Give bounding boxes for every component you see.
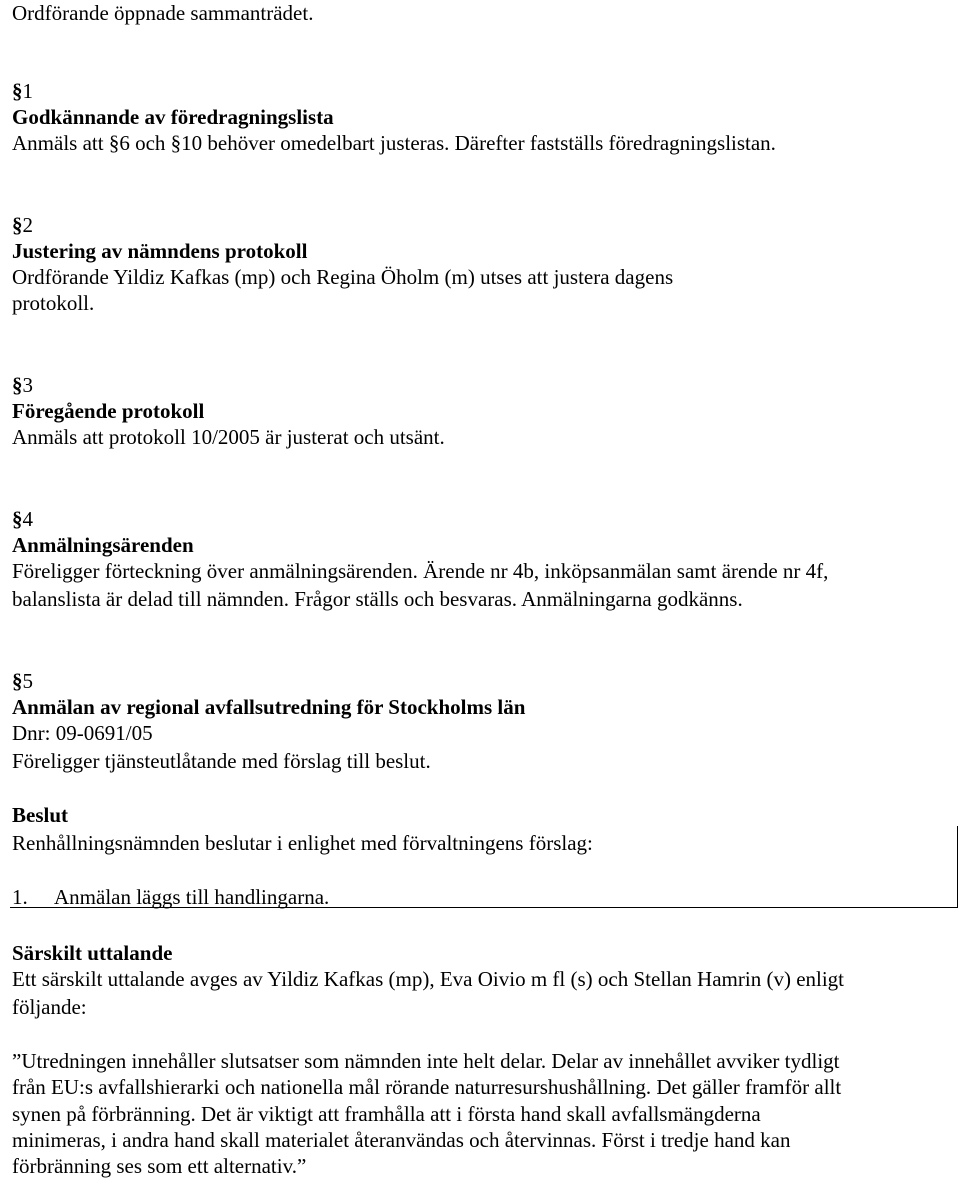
section-number-5 [12,668,33,694]
statement-quote-line-2: från EU:s avfallshierarki och nationella mål rörande naturresurshushållning. Det gäller framför allt [12,1075,842,1099]
section-title-4: Anmälningsärenden [12,533,194,557]
statement-quote-line-1: ”Utredningen innehåller slutsatser som nämnden inte helt delar. Delar av innehållet avviker tydligt [12,1049,840,1073]
section-text-2-line-2: protokoll. [12,291,95,315]
section-number-4 [12,506,33,532]
section-number-2 [12,212,33,238]
section-text-5-line-2: Föreligger tjänsteutlåtande med förslag till beslut. [12,749,431,773]
section-sign: § [12,213,23,237]
section-sign: § [12,507,23,531]
statement-quote-line-3: synen på förbränning. Det är viktigt att framhålla att i första hand skall avfallsmängderna [12,1102,761,1126]
section-number: 4 [22,507,33,531]
statement-quote-line-5: förbränning ses som ett alternativ.” [12,1154,307,1178]
decision-item-text: Anmälan läggs till handlingarna. [54,885,330,909]
section-number: 5 [22,669,33,693]
section-number-1 [12,78,33,104]
section-sign: § [12,373,23,397]
section-text-5-line-1: Dnr: 09-0691/05 [12,721,153,745]
section-title-1: Godkännande av föredragningslista [12,105,334,129]
section-sign: § [12,669,23,693]
section-text-4-line-2: balanslista är delad till nämnden. Frågor ställs och besvaras. Anmälningarna godkänns. [12,587,743,611]
decision-text: Renhållningsnämnden beslutar i enlighet med förvaltningens förslag: [12,831,593,855]
section-sign: § [12,79,23,103]
intro-text: Ordförande öppnade sammanträdet. [12,1,314,25]
section-number: 3 [22,373,33,397]
decision-item-number: 1. [12,885,28,909]
section-text-1-line-1: Anmäls att §6 och §10 behöver omedelbart justeras. Därefter fastställs föredragningslistan. [12,131,776,155]
section-title-2: Justering av nämndens protokoll [12,239,308,263]
statement-heading: Särskilt uttalande [12,941,173,965]
section-text-3-line-1: Anmäls att protokoll 10/2005 är justerat och utsänt. [12,425,445,449]
section-text-4-line-1: Föreligger förteckning över anmälningsärenden. Ärende nr 4b, inköpsanmälan samt ärende nr 4f, [12,559,829,583]
section-title-3: Föregående protokoll [12,399,205,423]
decision-heading: Beslut [12,803,69,827]
statement-quote-line-4: minimeras, i andra hand skall materialet återanvändas och återvinnas. Först i tredje hand kan [12,1128,791,1152]
section-number: 1 [22,79,33,103]
decision-item-1 [12,884,329,910]
statement-intro-line-1: Ett särskilt uttalande avges av Yildiz Kafkas (mp), Eva Oivio m fl (s) och Stellan Hamrin (v) enligt [12,967,845,991]
section-number-3 [12,372,33,398]
section-number: 2 [22,213,33,237]
statement-intro-line-2: följande: [12,995,87,1019]
section-title-5: Anmälan av regional avfallsutredning för Stockholms län [12,695,526,719]
section-text-2-line-1: Ordförande Yildiz Kafkas (mp) och Regina Öholm (m) utses att justera dagens [12,265,674,289]
